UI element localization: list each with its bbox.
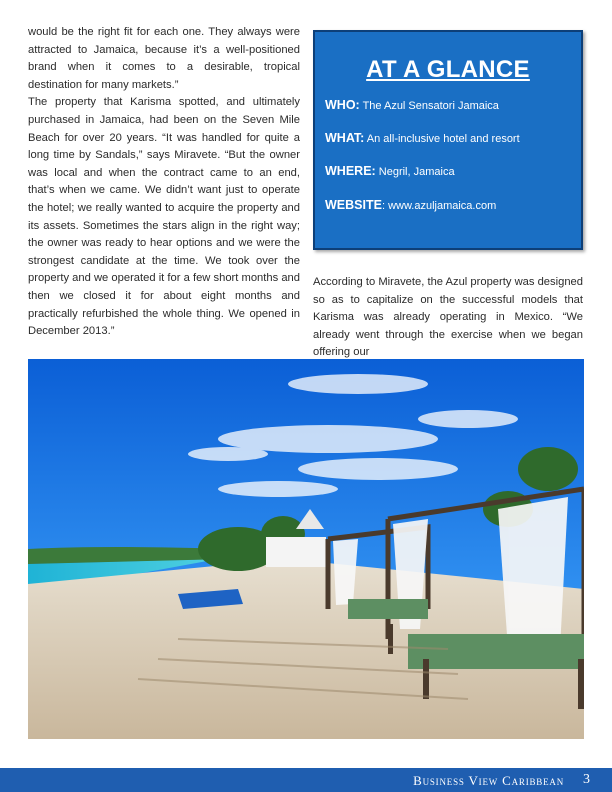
at-a-glance-box xyxy=(313,30,583,250)
glance-who-row xyxy=(325,98,573,112)
page-number: 3 xyxy=(583,772,590,787)
who-value: The Azul Sensatori Jamaica xyxy=(362,100,499,112)
glance-what-row xyxy=(325,131,573,145)
what-value: An all-inclusive hotel and resort xyxy=(366,133,520,145)
paragraph: According to Miravete, the Azul property was designed so as to capitalize on the successful models that Karisma was already operating in Mexico. “We already went through the exercise when we began offering our xyxy=(313,276,583,359)
article-left-column xyxy=(28,24,300,341)
website-link[interactable]: : www.azuljamaica.com xyxy=(381,200,497,212)
who-label: WHO: xyxy=(325,98,360,112)
what-label: WHAT: xyxy=(325,131,365,145)
paragraph: would be the right fit for each one. They always were attracted to Jamaica, because it’s a well-positioned brand when it comes to a desirable, tropical destination for many markets.” xyxy=(28,26,300,91)
beach-cabana-photo xyxy=(28,359,584,739)
paragraph: The property that Karisma spotted, and ultimately purchased in Jamaica, had been on the Seven Mile Beach for over 20 years. “It was handled for quite a long time by Sandals,” says Miravete. “But the owner was local and when the contract came to an end, that’s when we came. We didn’t want just to operate the hotel; we really wanted to acquire the property and its assets. Sometimes the stars align in the right way; the owner was ready to hear options and we were the strongest candidate at the time. We took over the property and we operated it for a few short months and then we closed it for about eight months and practically refurbished the whole thing. We opened in December 2013.” xyxy=(28,96,300,338)
glance-title: AT A GLANCE xyxy=(366,56,530,83)
publication-name: Business View Caribbean xyxy=(413,773,564,788)
where-label: WHERE: xyxy=(325,164,376,178)
article-right-column xyxy=(313,274,583,362)
glance-where-row xyxy=(325,164,573,178)
website-label: WEBSITE xyxy=(325,198,382,212)
where-value: Negril, Jamaica xyxy=(378,166,455,178)
glance-website-row xyxy=(325,198,573,212)
page-footer xyxy=(0,768,612,792)
